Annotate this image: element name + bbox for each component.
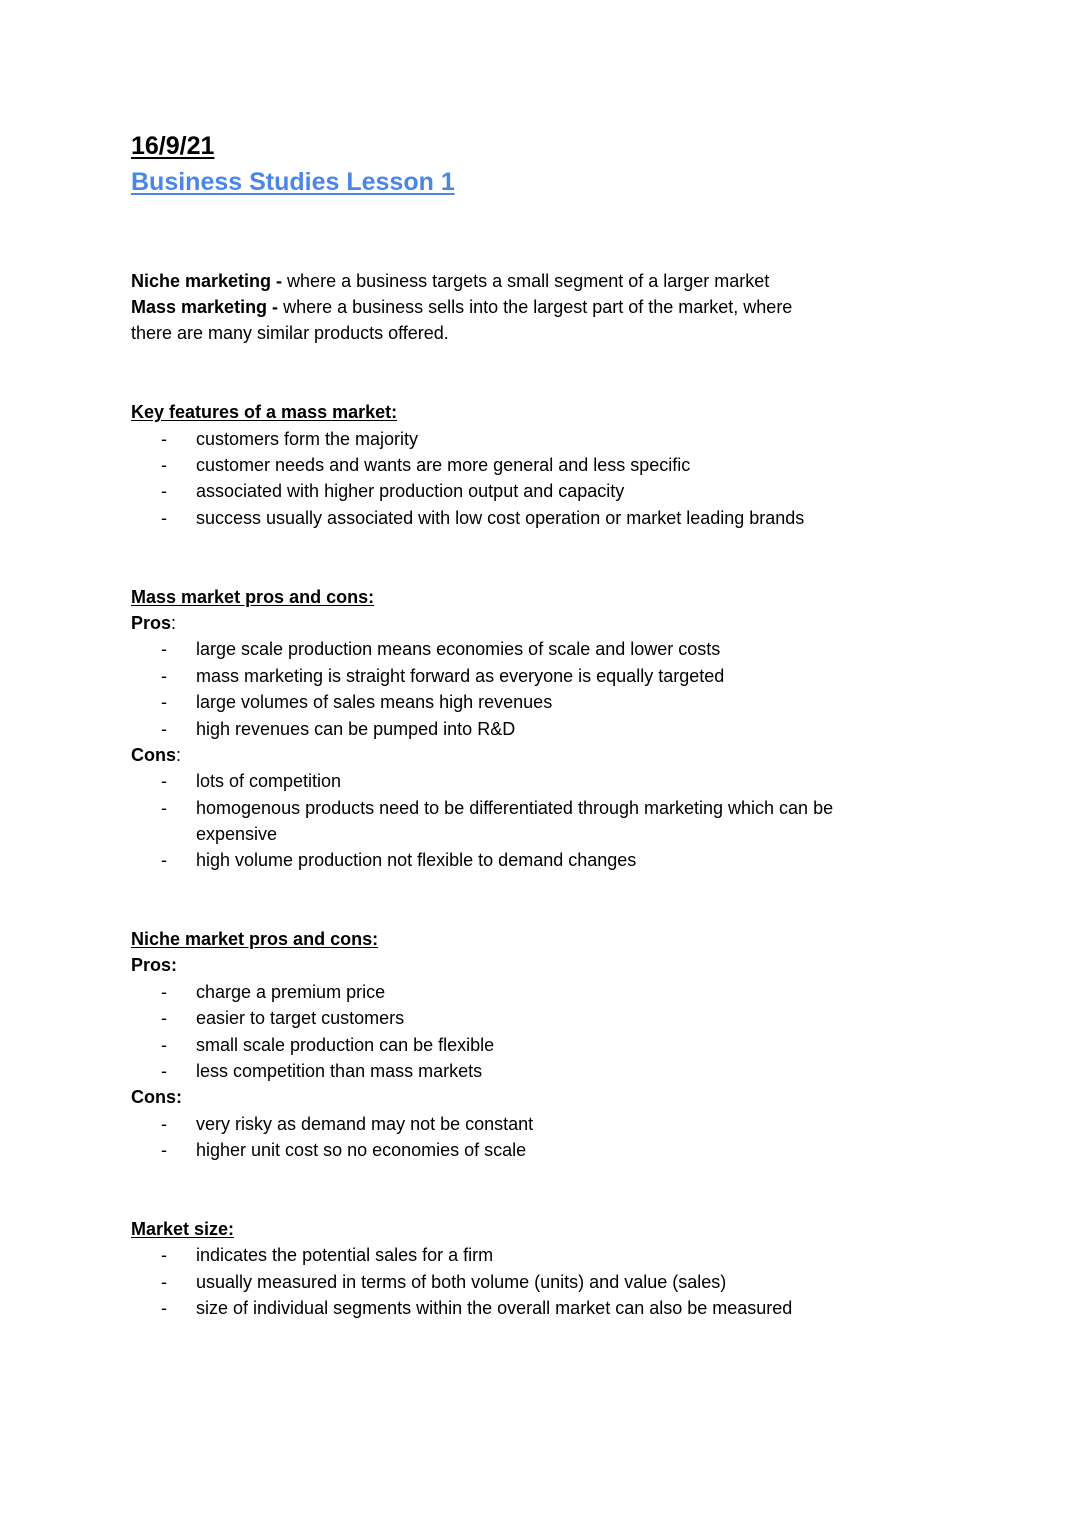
- niche-pros-cons-heading: Niche market pros and cons:: [131, 929, 379, 949]
- niche-pros-label: Pros:: [131, 955, 178, 975]
- mass-definition-cont: there are many similar products offered.: [131, 323, 449, 343]
- niche-cons-label: Cons:: [131, 1087, 182, 1107]
- mass-text: where a business sells into the largest part of the market, where: [278, 297, 793, 317]
- mass-cons-label: Cons:: [131, 745, 182, 765]
- niche-definition: [131, 268, 769, 294]
- lesson-title: Business Studies Lesson 1: [131, 168, 455, 196]
- mass-term: Mass marketing -: [131, 297, 279, 317]
- lesson-date: 16/9/21: [131, 132, 215, 160]
- mass-pros-label: Pros:: [131, 613, 177, 633]
- key-features-heading: Key features of a mass market:: [131, 402, 398, 422]
- mass-definition: [131, 294, 792, 320]
- document-page: 16/9/21 Business Studies Lesson 1 Niche marketing - where a business targets a small segment of a larger market Mass marketing - where a business sells into the largest part of the market, where there are many similar products offered. Key features of a mass market: - customers form the majority - customer needs and wants are more general and less specific - associated with higher production output and capacity - success usually associated with low cost operation or market leading brands Mass market pros and cons: Pros: - large scale production means economies of scale and lower costs - mass marketing is straight forward as everyone is equally targeted - large volumes of sales means high revenues - high revenues can be pumped into R&D Cons: - lots of competition - homogenous products need to be differentiated through marketing which can be expensive - high volume production not flexible to demand changes Niche market pros and cons: Pros: - charge a premium price - easier to target customers - small scale production can be flexible - less competition than mass markets Cons: - very risky as demand may not be constant - higher unit cost so no economies of scale Market size: - indicates the potential sales for a firm - usually measured in terms of both volume (units) and value (sales) - size of individual segments within the overall market can also be measured: [131, 132, 834, 1318]
- niche-text: where a business targets a small segment of a larger market: [282, 271, 770, 291]
- niche-term: Niche marketing -: [131, 271, 283, 291]
- mass-pros-cons-heading: Mass market pros and cons:: [131, 587, 375, 607]
- market-size-heading: Market size:: [131, 1219, 235, 1239]
